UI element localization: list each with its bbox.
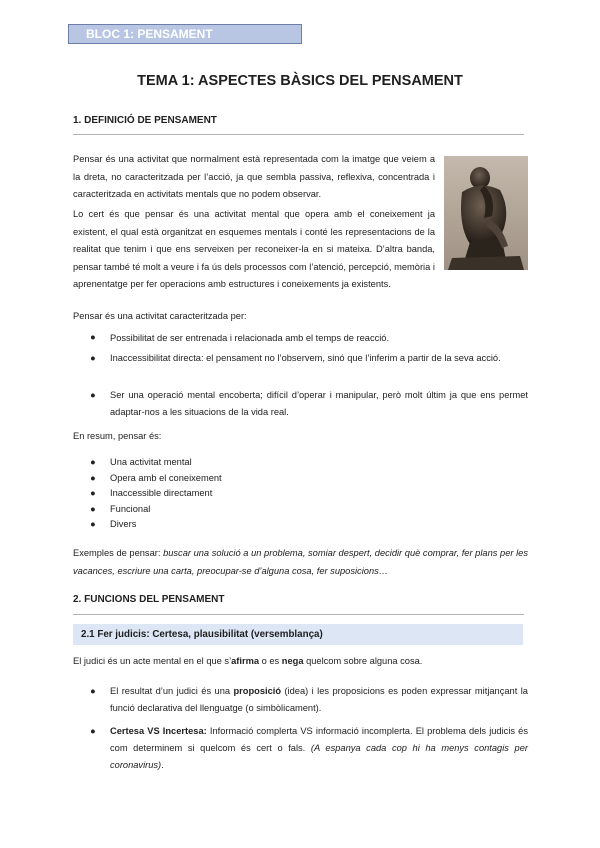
section-divider — [73, 134, 524, 135]
emphasis-afirma: afirma — [231, 656, 260, 666]
characteristic-item: Inaccessibilitat directa: el pensament no l’observem, sinó que l’inferim a partir de la seva acció. — [110, 353, 501, 363]
text-run: . — [161, 760, 164, 770]
section-divider — [73, 614, 524, 615]
paragraph-characteristics-intro: Pensar és una activitat caracteritzada per: — [73, 311, 247, 321]
section-heading-funcions: 2. FUNCIONS DEL PENSAMENT — [73, 594, 225, 605]
bullet-icon: ● — [90, 686, 96, 696]
paragraph-definition-1: Pensar és una activitat que normalment està representada com la imatge que veiem a la dreta, no caracteritzada per l’acció, ja que sembla passiva, reflexiva, concentrada i caracteritzada en activitats mentals que no podem observar. — [73, 154, 435, 199]
paragraph-judici-definition — [73, 653, 528, 671]
bullet-icon: ● — [90, 726, 96, 736]
bullet-icon: ● — [90, 332, 96, 342]
characteristic-item: Possibilitat de ser entrenada i relacionada amb el temps de reacció. — [110, 333, 390, 343]
bullet-icon: ● — [90, 488, 96, 498]
judici-item-proposicio — [110, 683, 528, 717]
text-run: El judici és un acte mental en el que s’ — [73, 656, 232, 666]
bullet-icon: ● — [90, 457, 96, 467]
judici-item-certesa — [110, 723, 528, 774]
summary-item: Funcional — [110, 504, 151, 514]
section-heading-definicio: 1. DEFINICIÓ DE PENSAMENT — [73, 115, 217, 126]
text-run: El resultat d’un judici és una — [110, 686, 234, 696]
summary-intro: En resum, pensar és: — [73, 431, 162, 441]
subsection-heading-judicis: 2.1 Fer judicis: Certesa, plausibilitat (versemblança) — [73, 624, 523, 645]
emphasis-nega: nega — [281, 656, 304, 666]
paragraph-examples — [73, 545, 528, 580]
characteristic-item: Ser una operació mental encoberta; difícil d’operar i manipular, però molt últim ja que ens permet adaptar-nos a les situacions de la vida real. — [110, 390, 528, 417]
bloc-header: BLOC 1: PENSAMENT — [68, 24, 302, 44]
examples-list: buscar una solució a un problema, somiar despert, decidir què comprar, fer plans per les vacances, escriure una carta, preocupar-se d’alguna cosa, fer suposicions… — [73, 548, 528, 576]
summary-item: Una activitat mental — [110, 457, 192, 467]
thinker-sculpture-image — [444, 156, 528, 270]
emphasis-proposicio: proposició — [233, 686, 282, 696]
paragraph-definition-2: Lo cert és que pensar és una activitat mental que opera amb el coneixement ja existent, el qual està organitzat en esquemes mentals i conté les representacions de la realitat que tenim i que ens serveixen per reconeixer-la en si mateixa. D’altra banda, pensar també té molt a veure i fa ús dels processos com l’atenció, percepció, memòria i aprenentatge per fer operacions amb estructures i coneixements ja existents. — [73, 209, 435, 289]
text-run: o es — [259, 656, 282, 666]
page-title: TEMA 1: ASPECTES BÀSICS DEL PENSAMENT — [137, 73, 463, 89]
text-run: Informació complerta VS informació incomplerta. El problema dels judicis és com determinem si quelcom és cert o fals. — [110, 726, 528, 753]
summary-item: Divers — [110, 519, 137, 529]
summary-item: Opera amb el coneixement — [110, 473, 222, 483]
emphasis-certesa: Certesa VS Incertesa: — [110, 726, 207, 736]
bullet-icon: ● — [90, 353, 96, 363]
bullet-icon: ● — [90, 519, 96, 529]
bullet-icon: ● — [90, 390, 96, 400]
bullet-icon: ● — [90, 504, 96, 514]
example-italic: (A espanya cada cop hi ha menys contagis per coronavirus) — [110, 743, 528, 770]
bullet-icon: ● — [90, 473, 96, 483]
text-run: quelcom sobre alguna cosa. — [303, 656, 423, 666]
text-run: (idea) i les proposicions es poden expressar mitjançant la funció declarativa del llenguatge (o simbòlicament). — [110, 686, 528, 713]
summary-item: Inaccessible directament — [110, 488, 213, 498]
examples-label: Exemples de pensar: — [73, 548, 161, 558]
